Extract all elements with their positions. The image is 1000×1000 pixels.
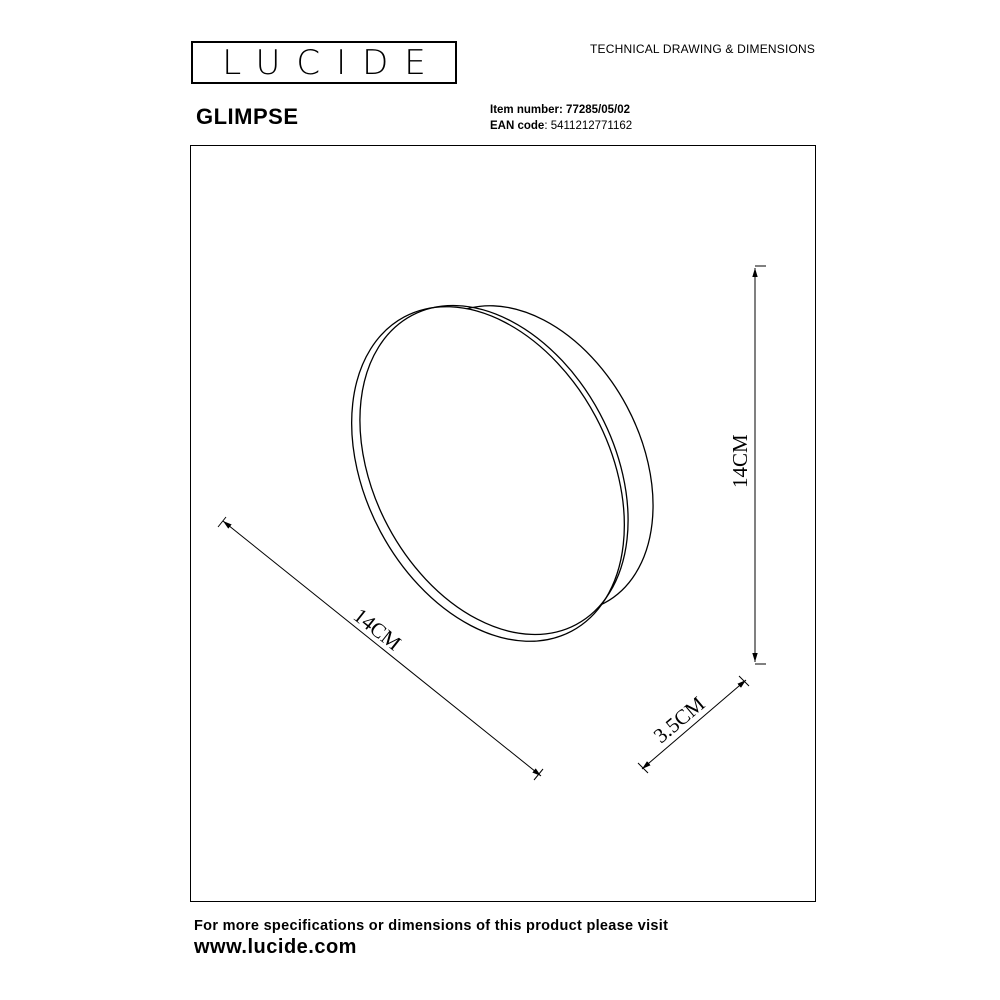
footer-url[interactable]: www.lucide.com — [194, 936, 357, 958]
footer-text: For more specifications or dimensions of this product please visit — [194, 918, 669, 934]
ean-code-value: : 5411212771162 — [544, 120, 633, 132]
depth-dimension-label: 3.5CM — [648, 691, 710, 748]
diameter-dimension-label: 14CM — [348, 603, 406, 656]
product-name: GLIMPSE — [196, 104, 299, 129]
item-number-label: Item number: — [490, 104, 563, 116]
height-dimension — [755, 266, 766, 664]
item-number-value: 77285/05/02 — [566, 104, 630, 116]
ean-code-label: EAN code — [490, 120, 545, 132]
height-dimension-label: 14CM — [728, 434, 752, 488]
brand-logo-text: LUCIDE — [222, 42, 442, 83]
document-type: TECHNICAL DRAWING & DIMENSIONS — [590, 42, 816, 56]
